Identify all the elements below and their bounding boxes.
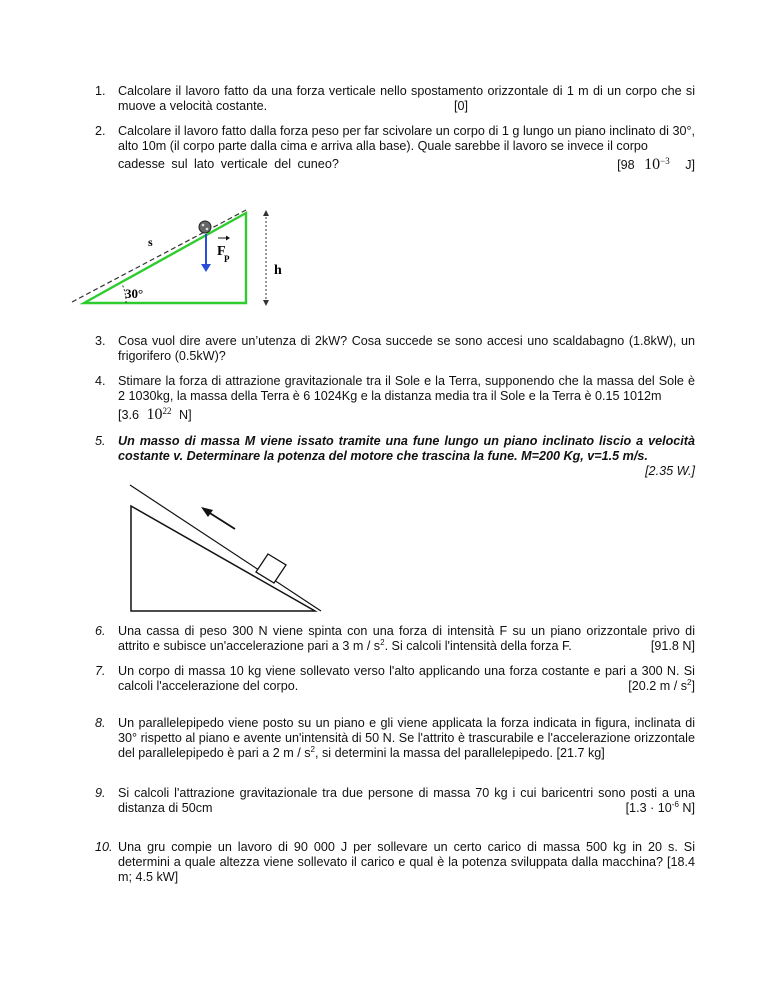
problem-text [118, 124, 695, 174]
problem-last-line [118, 157, 695, 174]
problem-7 [95, 664, 695, 694]
direction-arrow-head [201, 507, 213, 517]
s-label: s [148, 235, 153, 249]
answer-suffix: N] [678, 801, 695, 815]
problem-statement: Calcolare il lavoro fatto dalla forza peso per far scivolare un corpo di 1 g lungo un piano inclinato di 30°, alto 10m (il corpo parte dalla cima e arriva alla base). Quale sarebbe il lavoro se invece il corpo [118, 124, 695, 153]
problem-text: Cosa vuol dire avere un’utenza di 2kW? Cosa succede se sono accesi uno scaldabagno (1.8kW), un frigorifero (0.5kW)? [118, 334, 695, 363]
rope-line [130, 485, 321, 611]
answer-prefix: [1.3 · 10 [625, 801, 672, 815]
answer-exponent: −3 [660, 155, 670, 166]
problem-statement: Calcolare il lavoro fatto da una forza verticale nello spostamento orizzontale di 1 m di un corpo che si muove a velocità costante. [118, 84, 695, 113]
force-label: F [217, 244, 226, 259]
answer-exponent: 2 [687, 677, 692, 687]
problem-statement: Un parallelepipedo viene posto su un piano e gli viene applicata la forza indicata in figura, inclinata di 30° rispetto al piano e avente un'intensità di 50 N. Se l'attrito è trascurabile e l'accelerazione orizzontale del parallelepipedo è pari a 2 m / s [118, 716, 695, 760]
unit-exponent: 2 [380, 637, 385, 647]
problem-3 [95, 334, 695, 364]
problem-number: 6. [95, 624, 106, 638]
problem-answer [118, 407, 695, 423]
answer-suffix: N] [179, 408, 192, 422]
answer-math-base: 10 [644, 156, 661, 173]
problem-1 [95, 84, 695, 114]
problem-5 [95, 434, 695, 479]
problem-statement: Un corpo di massa 10 kg viene sollevato verso l'alto applicando una forza costante e pari a 300 N. Si calcoli l'accelerazione del corpo. [118, 664, 695, 693]
problem-statement: Stimare la forza di attrazione gravitazionale tra il Sole e la Terra, supponendo che la massa del Sole è 2 1030kg, la massa della Terra è 6 1024Kg e la distanza media tra il Sole e la Terra è 0.15 1012m [118, 374, 695, 403]
problem-text [118, 624, 695, 654]
problem-number: 5. [95, 434, 106, 448]
problem-answer: [21.7 kg] [556, 746, 605, 760]
force-arrow-head [201, 264, 211, 272]
problem-text [118, 84, 695, 114]
angle-label: 30° [125, 286, 144, 301]
problem-number: 2. [95, 124, 106, 138]
problem-number: 4. [95, 374, 106, 388]
problem-answer [628, 679, 695, 694]
h-label: h [274, 263, 282, 278]
problem-text [118, 786, 695, 816]
problem-answer: [18.4 m; 4.5 kW] [118, 855, 695, 884]
body-ball [199, 221, 211, 233]
problem-answer [626, 801, 695, 816]
answer-math-base: 10 [146, 406, 163, 423]
answer-exponent: 22 [162, 405, 172, 416]
problem-text [118, 664, 695, 694]
answer-prefix: [3.6 [118, 408, 140, 422]
answer-exponent: -6 [671, 799, 679, 809]
force-subscript: P [224, 254, 230, 264]
problem-number: 1. [95, 84, 106, 98]
problem-statement: Una cassa di peso 300 N viene spinta con una forza di intensità F su un piano orizzontale privo di attrito e subisce un'accelerazione pari a 3 m / s [118, 624, 695, 653]
problem-statement-end: , si determini la massa del parallelepipedo. [314, 746, 553, 760]
problem-statement: Un masso di massa M viene issato tramite una fune lungo un piano inclinato liscio a velocità costante v. Determinare la potenza del motore che trascina la fune. M=200 Kg, v=1.5 m/s. [118, 434, 695, 463]
problem-text [118, 840, 695, 885]
problem-statement-end: cadesse sul lato verticale del cuneo? [118, 157, 339, 171]
problem-answer [617, 157, 695, 173]
inclined-plane-figure [60, 200, 300, 315]
problem-4 [95, 374, 695, 423]
problem-statement: Si calcoli l'attrazione gravitazionale tra due persone di massa 70 kg i cui baricentri sono posti a una distanza di 50cm [118, 786, 695, 815]
problem-statement-end: . Si calcoli l'intensità della forza F. [384, 639, 572, 653]
problem-text [118, 374, 695, 423]
problem-statement: Una gru compie un lavoro di 90 000 J per sollevare un certo carico di massa 500 kg in 20 s. Si determini a quale altezza viene sollevato il carico e qual è la potenza sviluppata dalla macchina? [118, 840, 695, 869]
problem-text [118, 434, 695, 479]
problem-text [118, 716, 695, 761]
problem-number: 9. [95, 786, 106, 800]
incline-block-figure [125, 480, 325, 615]
problem-8 [95, 716, 695, 761]
block [256, 554, 286, 583]
problem-number: 8. [95, 716, 106, 730]
problem-answer: [0] [454, 99, 469, 113]
problem-2 [95, 124, 695, 174]
answer-suffix: J] [685, 158, 695, 172]
problem-answer: [2.35 W.] [645, 464, 695, 478]
problem-6 [95, 624, 695, 654]
problem-9 [95, 786, 695, 816]
answer-prefix: [20.2 m / s [628, 679, 688, 693]
problem-answer: [91.8 N] [650, 639, 695, 653]
problem-number: 3. [95, 334, 106, 348]
unit-exponent: 2 [310, 744, 315, 754]
problem-number: 7. [95, 664, 106, 678]
answer-suffix: ] [691, 679, 695, 693]
answer-prefix: [98 [617, 158, 635, 172]
problem-10 [95, 840, 695, 885]
problem-number: 10. [95, 840, 113, 854]
